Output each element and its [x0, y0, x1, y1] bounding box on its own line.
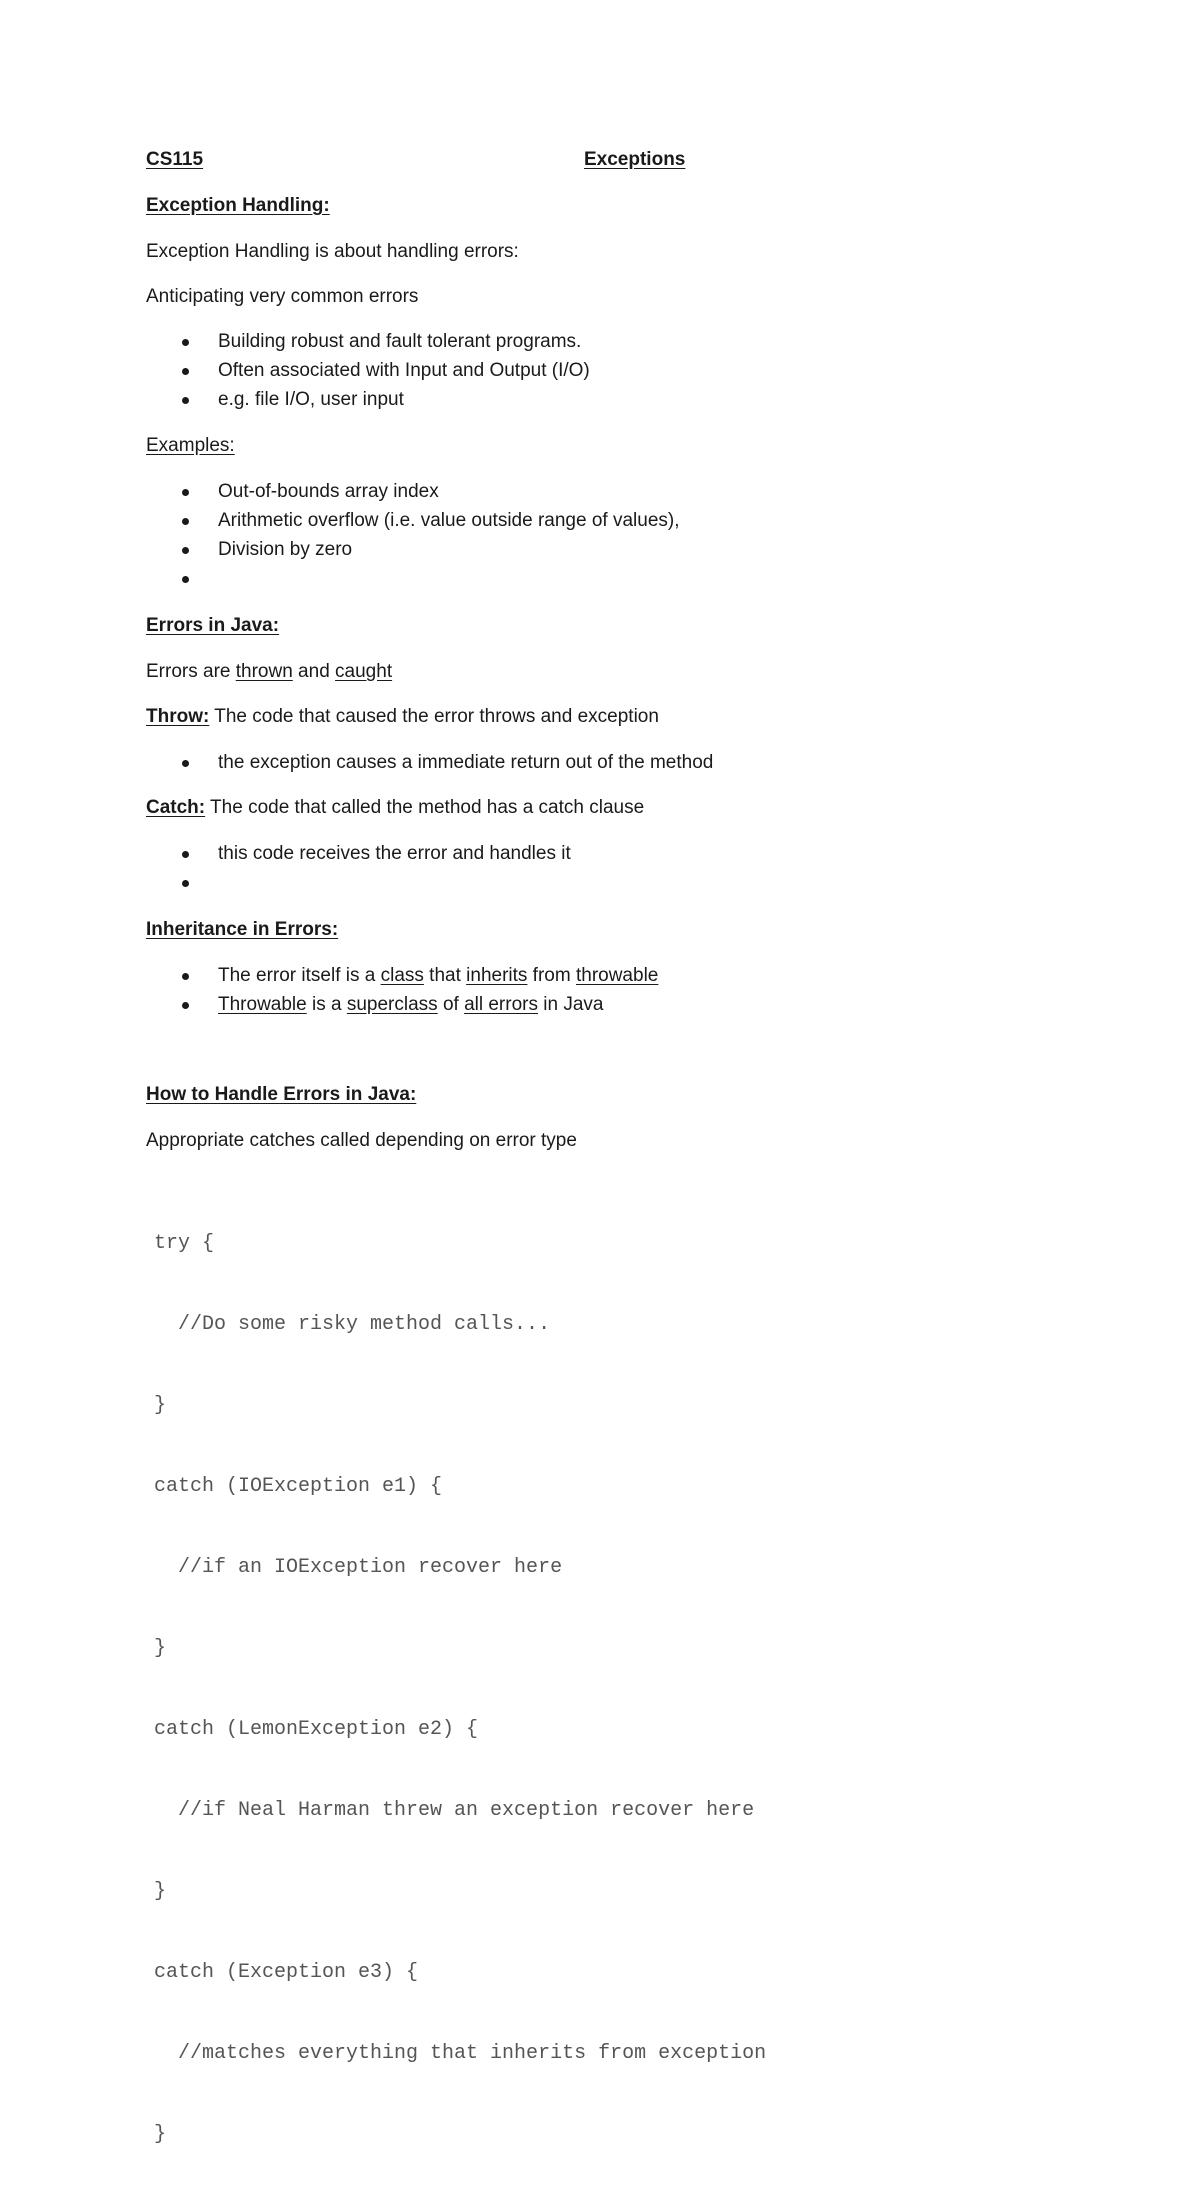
document-page: CS115 Exceptions Exception Handling: Exception Handling is about handling errors: Anticipating very common errors Building robust and fault tolerant programs. Often associated with Input and Output (I/O) e.g. file I/O, user input Examples: Out-of-bounds array index Arithmetic overflow (i.e. value outside range of values), Division by zero Errors in Java: Errors are thrown and caught Throw: The code that caused the error throws and exception the exception causes a immediate return out of the method Catch: The code that called the method has a catch clause this code receives the error and handles it Inheritance in Errors: The error itself is a class that inherits from throwable Throwable is a superclass of all errors in Java How to Handle Errors in Java: Appropriate catches called depending on error type try { //Do some risky method calls... } catch (IOException e1) { //if an IOException recover here } catch (LemonException e2) { //if Neal Harman threw an exception recover here } catch (Exception e3) { //matches everything that inherits from exception }	[0, 0, 1200, 1698]
page-topic	[584, 148, 685, 172]
term-throwable: throwable	[575, 965, 659, 986]
bullet-icon	[182, 489, 189, 496]
term-thrown: thrown	[235, 661, 293, 682]
heading-inheritance: Inheritance in Errors:	[146, 919, 339, 940]
heading-errors-in-java: Errors in Java:	[146, 615, 280, 636]
code-line: //if Neal Harman threw an exception recover here	[154, 1799, 755, 1822]
code-line: catch (IOException e1) {	[154, 1475, 443, 1498]
anticipating-paragraph: Anticipating very common errors	[146, 286, 419, 307]
bullet-icon	[182, 760, 189, 767]
term-inherits: inherits	[466, 965, 528, 986]
heading-exception-handling: Exception Handling:	[146, 195, 330, 216]
bullet-icon	[182, 851, 189, 858]
code-line: catch (Exception e3) {	[154, 1961, 419, 1984]
throw-label: Throw:	[146, 706, 210, 727]
bullet-icon	[182, 368, 189, 375]
term-all-errors: all errors	[464, 994, 538, 1015]
bullet-icon	[182, 973, 189, 980]
code-line: }	[154, 1637, 167, 1660]
code-line: }	[154, 1394, 167, 1417]
code-line: //matches everything that inherits from exception	[154, 2042, 767, 2065]
bullet-icon	[182, 880, 189, 887]
code-line: //Do some risky method calls...	[154, 1313, 551, 1336]
heading-examples: Examples:	[146, 435, 235, 456]
catches-paragraph: Appropriate catches called depending on error type	[146, 1130, 577, 1151]
term-superclass: superclass	[346, 994, 438, 1015]
bullet-icon	[182, 518, 189, 525]
code-line: }	[154, 1880, 167, 1903]
bullet-icon	[182, 339, 189, 346]
code-line: try {	[154, 1232, 215, 1255]
code-line: }	[154, 2123, 167, 2146]
intro-paragraph: Exception Handling is about handling errors:	[146, 241, 519, 262]
thrown-caught-paragraph: Errors are thrown and caught	[146, 661, 393, 682]
code-block	[154, 1176, 766, 2202]
term-caught: caught	[335, 661, 393, 682]
catch-label: Catch:	[146, 797, 206, 818]
course-code: CS115	[146, 149, 204, 170]
catch-paragraph: Catch: The code that called the method has a catch clause	[146, 797, 645, 818]
bullet-icon	[182, 397, 189, 404]
term-throwable-cap: Throwable	[218, 994, 307, 1015]
bullet-icon	[182, 576, 189, 583]
heading-how-to-handle: How to Handle Errors in Java:	[146, 1084, 417, 1105]
throw-paragraph: Throw: The code that caused the error throws and exception	[146, 706, 659, 727]
code-line: catch (LemonException e2) {	[154, 1718, 479, 1741]
topic-title: Exceptions	[584, 149, 686, 170]
code-line: //if an IOException recover here	[154, 1556, 563, 1579]
bullet-icon	[182, 547, 189, 554]
bullet-icon	[182, 1002, 189, 1009]
page-header	[146, 148, 203, 172]
term-class: class	[380, 965, 424, 986]
